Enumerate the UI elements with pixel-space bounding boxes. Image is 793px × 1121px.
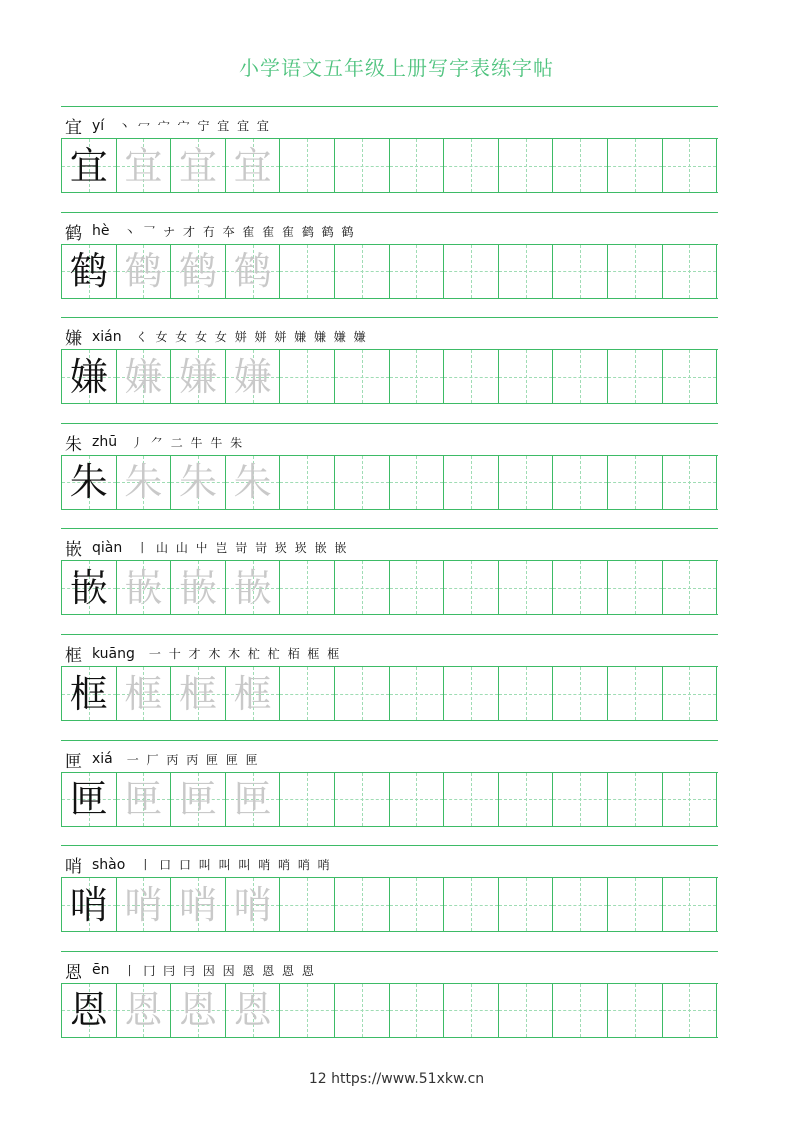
horizontal-guide (499, 166, 553, 167)
horizontal-guide (608, 694, 662, 695)
pinyin-label: kuāng (92, 645, 135, 662)
horizontal-guide (499, 377, 553, 378)
trace-character: 鹤 (233, 249, 272, 294)
horizontal-guide (553, 271, 607, 272)
trace-character: 恩 (233, 988, 272, 1033)
horizontal-guide (553, 799, 607, 800)
header-character: 哨 (65, 857, 82, 878)
grid-cell[interactable] (226, 773, 281, 826)
grid-cell[interactable] (171, 773, 226, 826)
entry-header (65, 113, 271, 137)
stroke-order: 丨 山 山 屮 岂 岢 岢 崁 崁 嵌 嵌 (136, 541, 349, 556)
grid-cell[interactable] (280, 878, 335, 931)
model-character: 嫌 (69, 354, 108, 399)
horizontal-guide (390, 588, 444, 589)
grid-cell[interactable] (335, 350, 390, 403)
horizontal-guide (663, 905, 717, 906)
horizontal-guide (608, 799, 662, 800)
grid-cell[interactable] (226, 139, 281, 192)
horizontal-guide (444, 588, 498, 589)
grid-cell[interactable] (335, 878, 390, 931)
grid-cell[interactable] (171, 456, 226, 509)
trace-character: 嫌 (124, 354, 163, 399)
trace-character: 框 (178, 671, 217, 716)
pinyin-label: shào (92, 856, 126, 873)
horizontal-guide (663, 799, 717, 800)
page-footer: 12 https://www.51xkw.cn (308, 1071, 485, 1087)
grid-cell[interactable] (663, 984, 718, 1037)
horizontal-guide (444, 799, 498, 800)
horizontal-guide (335, 377, 389, 378)
writing-grid (61, 560, 718, 615)
horizontal-guide (335, 799, 389, 800)
grid-cell[interactable] (117, 245, 172, 298)
horizontal-guide (608, 588, 662, 589)
row-divider (61, 845, 718, 846)
grid-cell[interactable] (117, 984, 172, 1037)
horizontal-guide (553, 1010, 607, 1011)
grid-cell[interactable] (663, 773, 718, 826)
header-character: 恩 (65, 962, 82, 983)
grid-cell[interactable] (171, 667, 226, 720)
header-character: 朱 (65, 434, 82, 455)
grid-cell[interactable] (608, 878, 663, 931)
horizontal-guide (390, 271, 444, 272)
horizontal-guide (390, 166, 444, 167)
grid-cell[interactable] (444, 245, 499, 298)
entry-header (65, 324, 368, 348)
grid-cell[interactable] (444, 456, 499, 509)
stroke-order: 丨 冂 冃 冃 因 因 恩 恩 恩 恩 (123, 963, 316, 978)
grid-cell[interactable] (499, 456, 554, 509)
character-entry (61, 740, 718, 846)
grid-cell[interactable] (335, 667, 390, 720)
horizontal-guide (553, 166, 607, 167)
trace-character: 框 (124, 671, 163, 716)
pinyin-label: qiàn (92, 539, 123, 556)
grid-cell[interactable] (280, 245, 335, 298)
header-character: 鹤 (65, 223, 82, 244)
writing-grid (61, 983, 718, 1038)
horizontal-guide (335, 905, 389, 906)
horizontal-guide (608, 482, 662, 483)
trace-character: 鹤 (124, 249, 163, 294)
model-character: 哨 (69, 882, 108, 927)
horizontal-guide (280, 377, 334, 378)
horizontal-guide (335, 588, 389, 589)
horizontal-guide (663, 694, 717, 695)
grid-cell[interactable] (280, 139, 335, 192)
row-divider (61, 951, 718, 952)
grid-cell[interactable] (499, 773, 554, 826)
grid-cell[interactable] (335, 456, 390, 509)
model-character: 宜 (69, 143, 108, 188)
stroke-order: 一 厂 丙 丙 匣 匣 匣 (126, 752, 260, 767)
row-divider (61, 106, 718, 107)
grid-cell[interactable] (280, 561, 335, 614)
trace-character: 朱 (124, 460, 163, 505)
horizontal-guide (335, 166, 389, 167)
grid-cell[interactable] (444, 984, 499, 1037)
writing-grid (61, 455, 718, 510)
horizontal-guide (553, 905, 607, 906)
grid-cell[interactable] (117, 878, 172, 931)
model-character: 朱 (69, 460, 108, 505)
grid-cell[interactable] (390, 561, 445, 614)
model-character: 匣 (69, 777, 108, 822)
trace-character: 嵌 (233, 565, 272, 610)
grid-cell[interactable] (444, 561, 499, 614)
grid-cell[interactable] (62, 456, 117, 509)
horizontal-guide (280, 588, 334, 589)
header-character: 嫌 (65, 329, 82, 350)
grid-cell[interactable] (390, 667, 445, 720)
grid-cell[interactable] (663, 561, 718, 614)
horizontal-guide (335, 271, 389, 272)
horizontal-guide (608, 1010, 662, 1011)
writing-grid (61, 244, 718, 299)
grid-cell[interactable] (663, 245, 718, 298)
grid-cell[interactable] (280, 773, 335, 826)
grid-cell[interactable] (226, 878, 281, 931)
trace-character: 恩 (178, 988, 217, 1033)
grid-cell[interactable] (608, 561, 663, 614)
trace-character: 恩 (124, 988, 163, 1033)
horizontal-guide (663, 377, 717, 378)
grid-cell[interactable] (226, 984, 281, 1037)
grid-cell[interactable] (117, 667, 172, 720)
grid-cell[interactable] (499, 245, 554, 298)
horizontal-guide (444, 482, 498, 483)
horizontal-guide (499, 588, 553, 589)
character-entry (61, 106, 718, 212)
horizontal-guide (280, 1010, 334, 1011)
grid-cell[interactable] (553, 561, 608, 614)
grid-cell[interactable] (499, 561, 554, 614)
horizontal-guide (663, 482, 717, 483)
grid-cell[interactable] (62, 245, 117, 298)
horizontal-guide (280, 799, 334, 800)
horizontal-guide (499, 1010, 553, 1011)
horizontal-guide (335, 1010, 389, 1011)
row-divider (61, 740, 718, 741)
grid-cell[interactable] (335, 245, 390, 298)
character-entry (61, 634, 718, 740)
horizontal-guide (444, 377, 498, 378)
model-character: 鹤 (69, 249, 108, 294)
grid-cell[interactable] (171, 878, 226, 931)
grid-cell[interactable] (553, 984, 608, 1037)
entry-header (65, 641, 341, 665)
grid-cell[interactable] (117, 456, 172, 509)
horizontal-guide (444, 905, 498, 906)
grid-cell[interactable] (117, 561, 172, 614)
horizontal-guide (280, 166, 334, 167)
grid-cell[interactable] (390, 350, 445, 403)
horizontal-guide (335, 482, 389, 483)
grid-cell[interactable] (335, 139, 390, 192)
grid-cell[interactable] (390, 878, 445, 931)
trace-character: 哨 (124, 882, 163, 927)
header-character: 框 (65, 646, 82, 666)
trace-character: 朱 (233, 460, 272, 505)
grid-cell[interactable] (553, 773, 608, 826)
grid-cell[interactable] (663, 350, 718, 403)
character-entry (61, 951, 718, 1057)
grid-cell[interactable] (390, 245, 445, 298)
grid-cell[interactable] (608, 984, 663, 1037)
horizontal-guide (390, 905, 444, 906)
pinyin-label: yí (92, 117, 105, 134)
trace-character: 嵌 (124, 565, 163, 610)
grid-cell[interactable] (499, 139, 554, 192)
horizontal-guide (499, 482, 553, 483)
model-character: 嵌 (69, 565, 108, 610)
grid-cell[interactable] (608, 139, 663, 192)
stroke-order: 丿 ⺈ 二 牛 牛 朱 (131, 435, 245, 450)
grid-cell[interactable] (171, 139, 226, 192)
trace-character: 宜 (124, 143, 163, 188)
writing-grid (61, 877, 718, 932)
trace-character: 鹤 (178, 249, 217, 294)
grid-cell[interactable] (444, 773, 499, 826)
stroke-order: 丶 乛 ナ 才 冇 夲 隺 隺 隺 鹤 鹤 鹤 (123, 224, 356, 239)
horizontal-guide (335, 694, 389, 695)
character-entry (61, 528, 718, 634)
grid-cell[interactable] (62, 139, 117, 192)
trace-character: 嫌 (233, 354, 272, 399)
character-entry (61, 317, 718, 423)
character-entry (61, 423, 718, 529)
entry-header (65, 219, 355, 243)
grid-cell[interactable] (280, 456, 335, 509)
horizontal-guide (663, 588, 717, 589)
trace-character: 嫌 (178, 354, 217, 399)
grid-cell[interactable] (663, 878, 718, 931)
trace-character: 朱 (178, 460, 217, 505)
grid-cell[interactable] (226, 456, 281, 509)
horizontal-guide (390, 482, 444, 483)
grid-cell[interactable] (444, 139, 499, 192)
grid-cell[interactable] (171, 350, 226, 403)
grid-cell[interactable] (553, 456, 608, 509)
grid-cell[interactable] (663, 667, 718, 720)
trace-character: 嵌 (178, 565, 217, 610)
model-character: 框 (69, 671, 108, 716)
grid-cell[interactable] (62, 984, 117, 1037)
grid-cell[interactable] (390, 984, 445, 1037)
stroke-order: 丶 冖 宀 宀 宁 宜 宜 宜 (118, 119, 271, 133)
grid-cell[interactable] (608, 350, 663, 403)
horizontal-guide (553, 377, 607, 378)
horizontal-guide (444, 694, 498, 695)
writing-grid (61, 349, 718, 404)
grid-cell[interactable] (117, 350, 172, 403)
grid-cell[interactable] (226, 350, 281, 403)
grid-cell[interactable] (499, 878, 554, 931)
entry-header (65, 958, 316, 982)
grid-cell[interactable] (62, 561, 117, 614)
grid-cell[interactable] (280, 350, 335, 403)
horizontal-guide (390, 694, 444, 695)
stroke-order: 丨 口 口 叫 叫 叫 哨 哨 哨 哨 (139, 858, 332, 873)
trace-character: 宜 (178, 143, 217, 188)
horizontal-guide (444, 271, 498, 272)
grid-cell[interactable] (390, 139, 445, 192)
grid-cell[interactable] (608, 773, 663, 826)
horizontal-guide (390, 799, 444, 800)
grid-cell[interactable] (444, 350, 499, 403)
horizontal-guide (499, 799, 553, 800)
pinyin-label: ēn (92, 962, 110, 979)
row-divider (61, 634, 718, 635)
grid-cell[interactable] (499, 350, 554, 403)
grid-cell[interactable] (390, 456, 445, 509)
grid-cell[interactable] (553, 667, 608, 720)
trace-character: 框 (233, 671, 272, 716)
horizontal-guide (280, 271, 334, 272)
row-divider (61, 423, 718, 424)
horizontal-guide (553, 482, 607, 483)
grid-cell[interactable] (62, 773, 117, 826)
writing-grid (61, 772, 718, 827)
writing-grid (61, 138, 718, 193)
entry-header (65, 852, 332, 876)
grid-cell[interactable] (499, 667, 554, 720)
horizontal-guide (499, 271, 553, 272)
stroke-order: く 女 女 女 女 姘 姘 姘 嫌 嫌 嫌 嫌 (135, 330, 368, 345)
grid-cell[interactable] (171, 245, 226, 298)
grid-cell[interactable] (226, 561, 281, 614)
horizontal-guide (444, 1010, 498, 1011)
trace-character: 哨 (233, 882, 272, 927)
pinyin-label: xiá (92, 751, 113, 768)
header-character: 嵌 (65, 540, 82, 561)
grid-cell[interactable] (171, 984, 226, 1037)
character-entry (61, 212, 718, 318)
horizontal-guide (390, 377, 444, 378)
pinyin-label: hè (92, 223, 110, 240)
header-character: 宜 (65, 118, 82, 138)
grid-cell[interactable] (663, 139, 718, 192)
grid-cell[interactable] (280, 667, 335, 720)
grid-cell[interactable] (553, 139, 608, 192)
grid-cell[interactable] (62, 667, 117, 720)
grid-cell[interactable] (608, 667, 663, 720)
stroke-order: 一 十 才 木 木 杧 杧 栢 框 框 (148, 647, 342, 661)
grid-cell[interactable] (444, 878, 499, 931)
writing-grid (61, 666, 718, 721)
horizontal-guide (608, 166, 662, 167)
trace-character: 宜 (233, 143, 272, 188)
grid-cell[interactable] (553, 878, 608, 931)
horizontal-guide (390, 1010, 444, 1011)
grid-cell[interactable] (553, 350, 608, 403)
grid-cell[interactable] (226, 667, 281, 720)
model-character: 恩 (69, 988, 108, 1033)
grid-cell[interactable] (62, 878, 117, 931)
grid-cell[interactable] (226, 245, 281, 298)
page-title: 小学语文五年级上册写字表练字帖 (239, 56, 554, 80)
entry-header (65, 535, 348, 559)
horizontal-guide (553, 588, 607, 589)
grid-cell[interactable] (335, 984, 390, 1037)
horizontal-guide (608, 905, 662, 906)
entry-header (65, 430, 244, 454)
pinyin-label: zhū (92, 434, 118, 451)
horizontal-guide (663, 1010, 717, 1011)
grid-cell[interactable] (608, 456, 663, 509)
grid-cell[interactable] (62, 350, 117, 403)
grid-cell[interactable] (171, 561, 226, 614)
grid-cell[interactable] (280, 984, 335, 1037)
entry-header (65, 747, 260, 771)
horizontal-guide (444, 166, 498, 167)
horizontal-guide (608, 271, 662, 272)
horizontal-guide (499, 694, 553, 695)
horizontal-guide (280, 694, 334, 695)
trace-character: 匣 (233, 777, 272, 822)
trace-character: 哨 (178, 882, 217, 927)
character-entry (61, 845, 718, 951)
grid-cell[interactable] (335, 561, 390, 614)
horizontal-guide (663, 271, 717, 272)
horizontal-guide (608, 377, 662, 378)
horizontal-guide (280, 905, 334, 906)
grid-cell[interactable] (335, 773, 390, 826)
header-character: 匣 (65, 751, 82, 772)
trace-character: 匣 (124, 777, 163, 822)
grid-cell[interactable] (390, 773, 445, 826)
grid-cell[interactable] (663, 456, 718, 509)
grid-cell[interactable] (117, 139, 172, 192)
row-divider (61, 212, 718, 213)
horizontal-guide (499, 905, 553, 906)
grid-cell[interactable] (444, 667, 499, 720)
grid-cell[interactable] (499, 984, 554, 1037)
horizontal-guide (553, 694, 607, 695)
trace-character: 匣 (178, 777, 217, 822)
horizontal-guide (663, 166, 717, 167)
horizontal-guide (280, 482, 334, 483)
grid-cell[interactable] (117, 773, 172, 826)
row-divider (61, 528, 718, 529)
pinyin-label: xián (92, 328, 122, 345)
grid-cell[interactable] (608, 245, 663, 298)
row-divider (61, 317, 718, 318)
grid-cell[interactable] (553, 245, 608, 298)
